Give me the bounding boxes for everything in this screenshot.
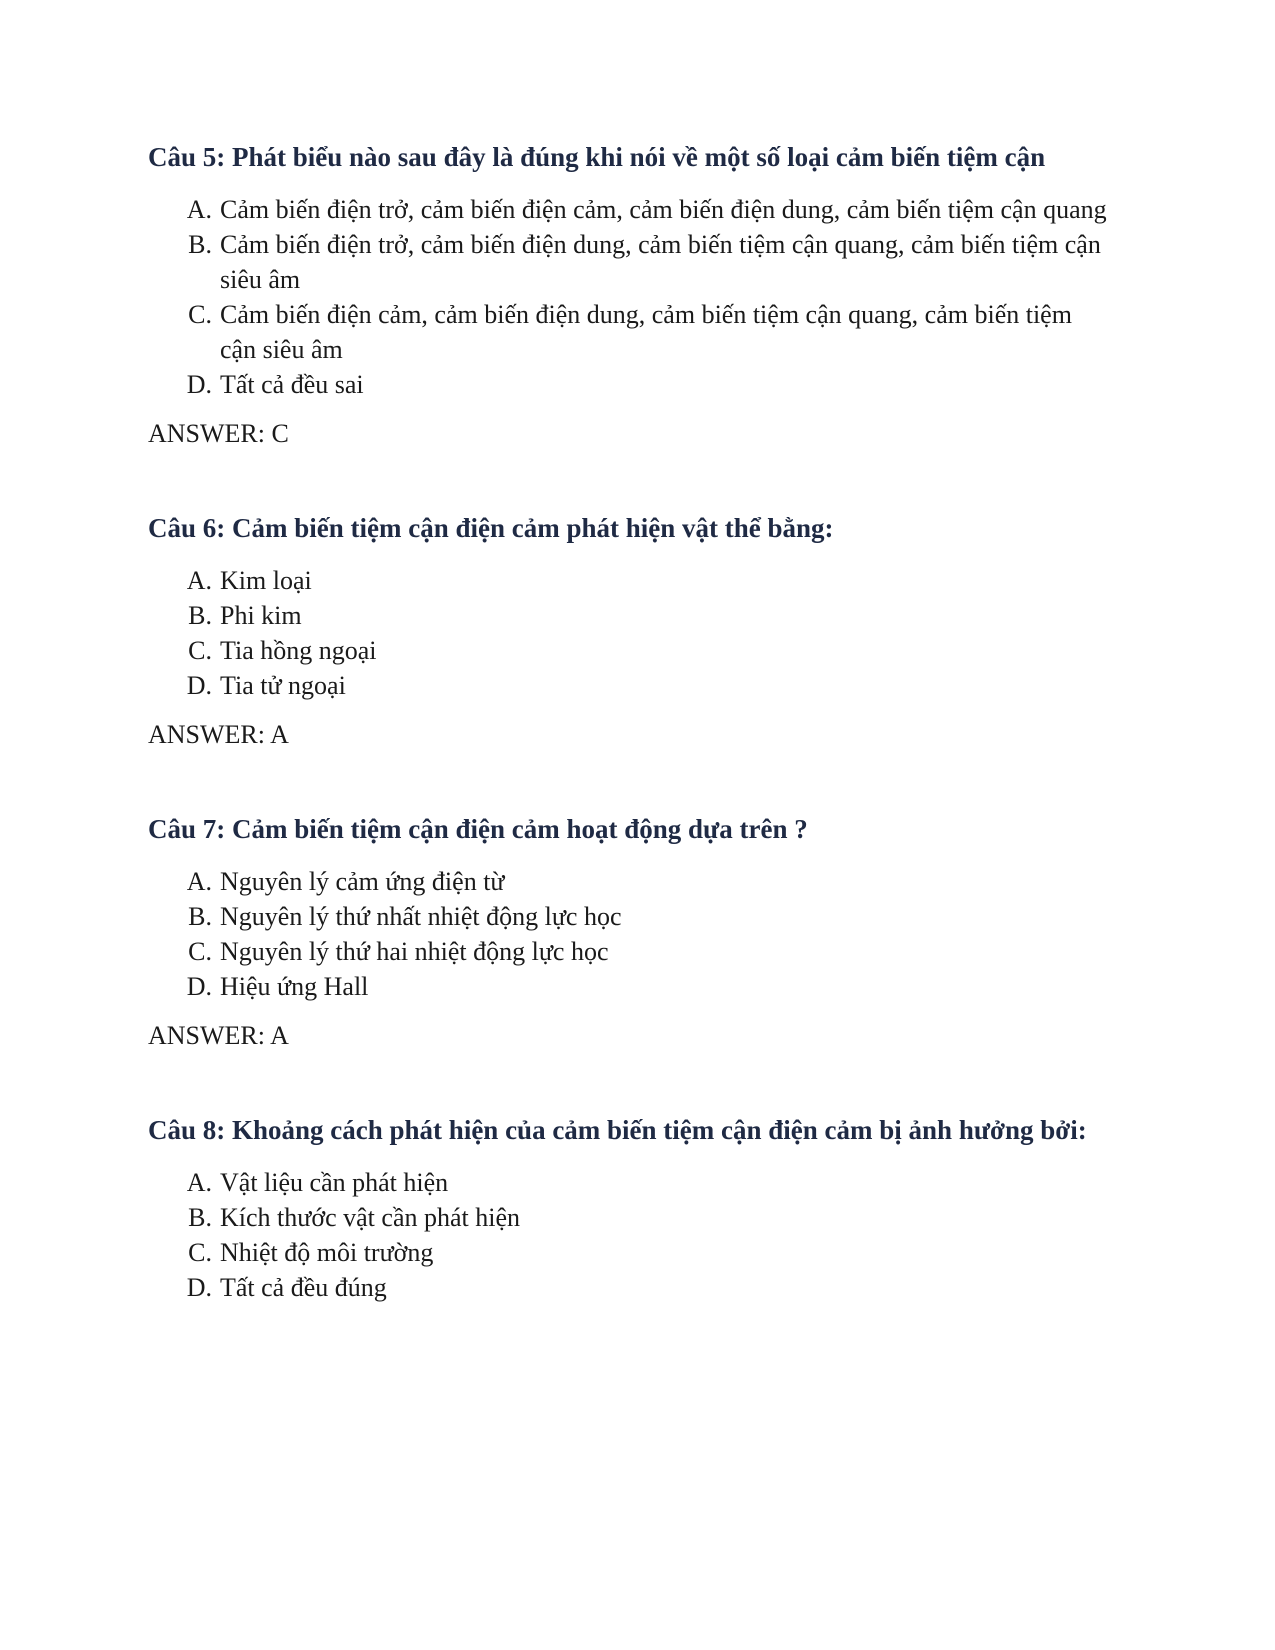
option-text: Hiệu ứng Hall [220, 972, 369, 1001]
option-letter: D. [186, 671, 212, 700]
question-title: Câu 8: Khoảng cách phát hiện của cảm biến tiệm cận điện cảm bị ảnh hưởng bởi: [148, 1115, 1087, 1145]
option-letter: C. [188, 937, 212, 966]
option-b [148, 598, 1128, 633]
option-letter: D. [186, 972, 212, 1001]
option-text: Cảm biến điện cảm, cảm biến điện dung, cảm biến tiệm cận quang, cảm biến tiệm cận siêu âm [220, 300, 1072, 364]
option-a [148, 1165, 1128, 1200]
option-letter: A. [186, 1168, 212, 1197]
option-letter: C. [188, 636, 212, 665]
option-letter: A. [186, 867, 212, 896]
option-text: Nhiệt độ môi trường [220, 1238, 434, 1267]
option-text: Cảm biến điện trở, cảm biến điện dung, cảm biến tiệm cận quang, cảm biến tiệm cận siêu âm [220, 230, 1101, 294]
option-text: Kim loại [220, 566, 312, 595]
option-a [148, 864, 1128, 899]
option-text: Phi kim [220, 601, 302, 630]
option-letter: A. [186, 566, 212, 595]
option-text: Tất cả đều đúng [220, 1273, 387, 1302]
option-text: Cảm biến điện trở, cảm biến điện cảm, cảm biến điện dung, cảm biến tiệm cận quang [220, 195, 1107, 224]
document-content [148, 140, 1128, 1365]
option-d [148, 969, 1128, 1004]
option-b [148, 227, 1128, 297]
option-b [148, 1200, 1128, 1235]
option-d [148, 1270, 1128, 1305]
option-b [148, 899, 1128, 934]
question-7 [148, 812, 1128, 1053]
answer-line: ANSWER: A [148, 720, 289, 749]
option-c [148, 633, 1128, 668]
option-text: Nguyên lý thứ nhất nhiệt động lực học [220, 902, 622, 931]
option-text: Tất cả đều sai [220, 370, 364, 399]
option-text: Nguyên lý thứ hai nhiệt động lực học [220, 937, 609, 966]
option-letter: B. [188, 902, 212, 931]
option-text: Tia hồng ngoại [220, 636, 377, 665]
option-letter: D. [186, 370, 212, 399]
option-letter: D. [186, 1273, 212, 1302]
option-letter: A. [186, 195, 212, 224]
option-c [148, 934, 1128, 969]
option-text: Tia tử ngoại [220, 671, 346, 700]
question-6 [148, 511, 1128, 752]
option-letter: B. [188, 1203, 212, 1232]
option-list [148, 563, 1128, 703]
question-5 [148, 140, 1128, 451]
question-title: Câu 6: Cảm biến tiệm cận điện cảm phát hiện vật thể bằng: [148, 513, 834, 543]
option-c [148, 297, 1128, 367]
option-list [148, 192, 1128, 402]
answer-line: ANSWER: C [148, 419, 289, 448]
option-a [148, 563, 1128, 598]
option-d [148, 367, 1128, 402]
option-letter: B. [188, 601, 212, 630]
option-letter: C. [188, 1238, 212, 1267]
question-8 [148, 1113, 1128, 1305]
option-letter: C. [188, 300, 212, 329]
option-c [148, 1235, 1128, 1270]
option-d [148, 668, 1128, 703]
option-text: Vật liệu cần phát hiện [220, 1168, 449, 1197]
option-list [148, 1165, 1128, 1305]
answer-line: ANSWER: A [148, 1021, 289, 1050]
option-a [148, 192, 1128, 227]
option-text: Nguyên lý cảm ứng điện từ [220, 867, 505, 896]
option-letter: B. [188, 230, 212, 259]
question-title: Câu 5: Phát biểu nào sau đây là đúng khi nói về một số loại cảm biến tiệm cận [148, 142, 1046, 172]
option-list [148, 864, 1128, 1004]
option-text: Kích thước vật cần phát hiện [220, 1203, 521, 1232]
question-title: Câu 7: Cảm biến tiệm cận điện cảm hoạt động dựa trên ? [148, 814, 808, 844]
